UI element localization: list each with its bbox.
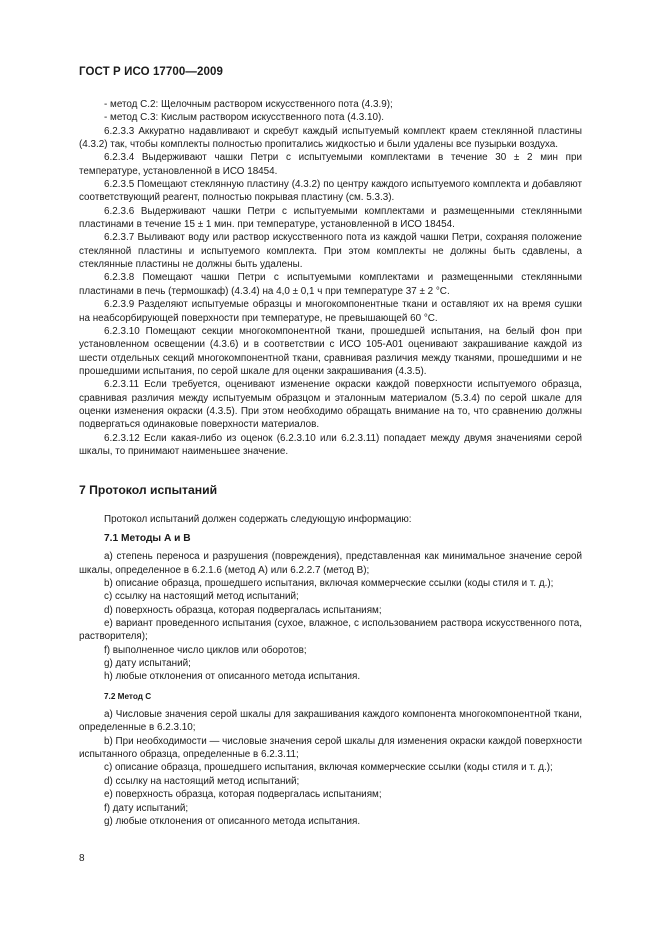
list-item: d) поверхность образца, которая подвергалась испытаниям; [104, 604, 382, 616]
clause-6-2-3-5: 6.2.3.5 Помещают стеклянную пластину (4.3.2) по центру каждого испытуемого комплекта и добавляют соответствующий реагент, полностью покрывая пластину (см. 5.3.3). [79, 179, 582, 204]
clause-6-2-3-4: 6.2.3.4 Выдерживают чашки Петри с испытуемыми комплектами в течение 30 ± 2 мин при температуре, установленной в ИСО 18454. [79, 152, 582, 177]
page-number: 8 [79, 853, 85, 864]
section-7-heading: 7 Протокол испытаний [79, 483, 218, 498]
list-item: a) Числовые значения серой шкалы для закрашивания каждого компонента многокомпонентной ткани, определенные в 6.2.3.10; [79, 709, 582, 734]
list-item: d) ссылку на настоящий метод испытаний; [104, 775, 300, 787]
method-c3-line: - метод C.3: Кислым раствором искусственного пота (4.3.10). [104, 112, 385, 124]
list-item: h) любые отклонения от описанного метода испытания. [104, 671, 361, 683]
list-item: e) поверхность образца, которая подвергалась испытаниям; [104, 789, 382, 801]
list-item: a) степень переноса и разрушения (повреждения), представленная как минимальное значение серой шкалы, определенное в 6.2.1.6 (метод А) или 6.2.2.7 (метод В); [79, 551, 582, 576]
clause-6-2-3-7: 6.2.3.7 Выливают воду или раствор искусственного пота из каждой чашки Петри, сохраняя положение стеклянной пластины и испытуемого комплекта. При этом комплекты не должны быть сдавлены, а стеклянные пластины не должны быть удалены. [79, 232, 582, 271]
list-item: g) дату испытаний; [104, 658, 191, 670]
section-7-2-heading: 7.2 Метод С [104, 691, 152, 701]
section-7-1-heading: 7.1 Методы А и В [104, 532, 191, 544]
section-7-intro: Протокол испытаний должен содержать следующую информацию: [104, 513, 412, 525]
list-item: f) дату испытаний; [104, 802, 189, 814]
list-item: b) При необходимости — числовые значения серой шкалы для изменения окраски каждой поверхности испытанного образца, определенные в 6.2.3.11; [79, 735, 582, 761]
page-content [79, 98, 582, 828]
list-item: c) описание образца, прошедшего испытания, включая коммерческие ссылки (коды стиля и т. д.); [104, 762, 553, 774]
list-item: f) выполненное число циклов или оборотов; [104, 644, 307, 656]
list-item: g) любые отклонения от описанного метода испытания. [104, 815, 361, 827]
list-item: e) вариант проведенного испытания (сухое, влажное, с использованием раствора искусственного пота, растворителя); [79, 618, 582, 643]
list-item: b) описание образца, прошедшего испытания, включая коммерческие ссылки (коды стиля и т. д.); [104, 578, 554, 589]
clause-6-2-3-8: 6.2.3.8 Помещают чашки Петри с испытуемыми комплектами и размещенными стеклянными пластинами в печь (термошкаф) (4.3.4) на 4,0 ± 0,1 ч при температуре 37 ± 2 °С. [79, 272, 582, 297]
method-c2-line: - метод C.2: Щелочным раствором искусственного пота (4.3.9); [104, 99, 393, 110]
clause-6-2-3-10: 6.2.3.10 Помещают секции многокомпонентной ткани, прошедшей испытания, на белый фон при установленном освещении (4.3.6) и в соответствии с ИСО 105-А01 оценивают закрашивание каждой из шести отдельных секций многокомпонентной ткани, сравнивая различия между тканями, прошедшими и не прошедшими испытания, по серой шкале для оценки закрашивания (4.3.5). [79, 325, 582, 377]
clause-6-2-3-11: 6.2.3.11 Если требуется, оценивают изменение окраски каждой поверхности испытуемого образца, сравнивая различия между испытуемым образцом и эталонным материалом (5.3.4) по серой шкале для оценки изменения окраски (4.3.5). При этом необходимо обращать внимание на то, что сравнению должны подвергаться одинаковые поверхности материалов. [79, 379, 582, 431]
document-header: ГОСТ Р ИСО 17700—2009 [79, 66, 224, 78]
clause-6-2-3-6: 6.2.3.6 Выдерживают чашки Петри с испытуемыми комплектами и размещенными стеклянными пластинами в течение 15 ± 1 мин. при температуре, установленной в ИСО 18454. [79, 205, 582, 231]
clause-6-2-3-3: 6.2.3.3 Аккуратно надавливают и скребут каждый испытуемый комплект краем стеклянной пластины (4.3.2) так, чтобы комплекты полностью пропитались жидкостью и были удалены все пузырьки воздуха. [79, 125, 582, 151]
list-item: c) ссылку на настоящий метод испытаний; [104, 591, 299, 603]
clause-6-2-3-12: 6.2.3.12 Если какая-либо из оценок (6.2.3.10 или 6.2.3.11) попадает между двумя значениями серой шкалы, то принимают наименьшее значение. [79, 432, 582, 457]
clause-6-2-3-9: 6.2.3.9 Разделяют испытуемые образцы и многокомпонентные ткани и оставляют их на время сушки на неабсорбирующей поверхности при температуре, не превышающей 60 °С. [79, 299, 582, 324]
